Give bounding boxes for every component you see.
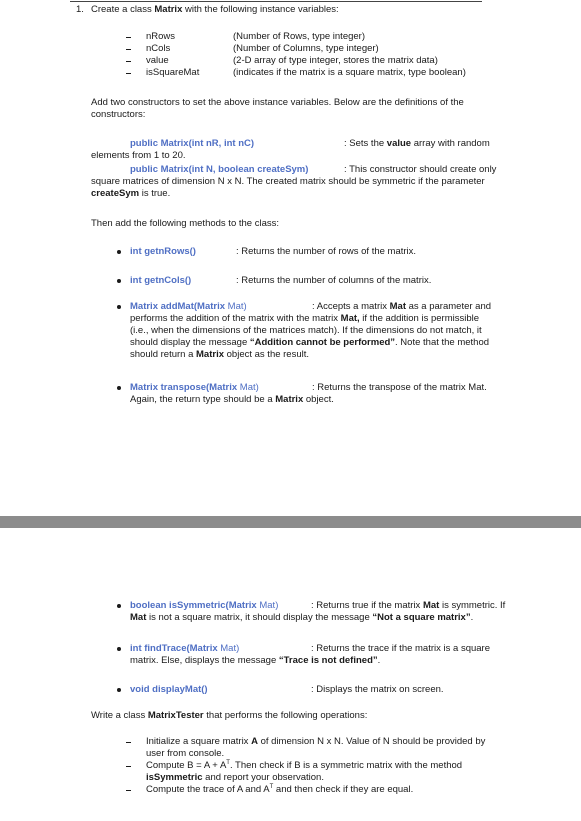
constructors-intro-line2: constructors:: [91, 109, 146, 120]
dash-marker: [126, 73, 131, 74]
dash-marker: [126, 742, 131, 743]
bullet-marker: [117, 250, 121, 254]
variable-desc: (Number of Rows, type integer): [233, 31, 365, 42]
constructor2-signature: public Matrix(int N, boolean createSym): [130, 164, 309, 175]
method-transpose-desc-line1: : Returns the transpose of the matrix Mat.: [312, 382, 487, 393]
constructor2-line3: createSym is true.: [91, 188, 171, 199]
constructor2-desc: : This constructor should create only: [344, 164, 497, 175]
tester-op1-line1: Initialize a square matrix A of dimension N x N. Value of N should be provided by: [146, 736, 486, 747]
method-findtrace-desc-line2: matrix. Else, displays the message “Trace is not defined”.: [130, 655, 381, 666]
document-page-2: [0, 528, 581, 821]
method-findtrace-signature: int findTrace(Matrix Mat): [130, 643, 240, 654]
dash-marker: [126, 790, 131, 791]
constructor1-desc: : Sets the value array with random: [344, 138, 490, 149]
item-number: 1.: [76, 4, 84, 15]
method-addmat-desc-line3: (i.e., when the dimensions of the matrices match). If the dimensions do not match, it: [130, 325, 482, 336]
tester-op2-line1: Compute $B = A + A^T$. Then check if B is a symmetric matrix with the method: [146, 759, 463, 771]
tester-op3: Compute the trace of A and $A^T$ and then check if they are equal.: [146, 783, 414, 795]
variable-desc: (indicates if the matrix is a square matrix, type boolean): [233, 67, 466, 78]
variable-name: value: [146, 55, 169, 66]
bullet-marker: [117, 386, 121, 390]
variable-name: isSquareMat: [146, 67, 200, 78]
methods-intro: Then add the following methods to the class:: [91, 218, 280, 229]
bullet-marker: [117, 647, 121, 651]
method-getnrows-desc: : Returns the number of rows of the matrix.: [236, 246, 417, 257]
tester-op1-line2: user from console.: [146, 748, 225, 759]
top-rule: [70, 1, 482, 2]
method-displaymat-signature: void displayMat(): [130, 684, 208, 695]
method-addmat-desc-line2: performs the addition of the matrix with the matrix Mat, if the addition is permissible: [130, 313, 480, 324]
bullet-marker: [117, 279, 121, 283]
constructor1-line2: elements from 1 to 20.: [91, 150, 186, 161]
variable-desc: (2-D array of type integer, stores the matrix data): [233, 55, 438, 66]
tester-op2-line2: isSymmetric and report your observation.: [146, 772, 324, 783]
method-transpose-signature: Matrix transpose(Matrix Mat): [130, 382, 259, 393]
variable-name: nRows: [146, 31, 176, 42]
method-addmat-desc-line5: should return a Matrix object as the result.: [130, 349, 310, 360]
method-issymmetric-desc-line1: : Returns true if the matrix Mat is symmetric. If: [311, 600, 506, 611]
constructor1-signature: public Matrix(int nR, int nC): [130, 138, 255, 149]
constructors-intro-line1: Add two constructors to set the above instance variables. Below are the definitions of the: [91, 97, 464, 108]
method-issymmetric-desc-line2: Mat is not a square matrix, it should display the message “Not a square matrix”.: [130, 612, 474, 623]
method-findtrace-desc-line1: : Returns the trace if the matrix is a square: [311, 643, 490, 654]
dash-marker: [126, 61, 131, 62]
method-displaymat-desc: : Displays the matrix on screen.: [311, 684, 444, 695]
bullet-marker: [117, 604, 121, 608]
method-getncols-desc: : Returns the number of columns of the matrix.: [236, 275, 432, 286]
method-getnrows-signature: int getnRows(): [130, 246, 196, 257]
variable-desc: (Number of Columns, type integer): [233, 43, 379, 54]
page-break: [0, 516, 581, 528]
bullet-marker: [117, 688, 121, 692]
method-addmat-desc-line4: should display the message “Addition cannot be performed”. Note that the method: [130, 337, 490, 348]
method-transpose-desc-line2: Again, the return type should be a Matrix object.: [130, 394, 334, 405]
method-issymmetric-signature: boolean isSymmetric(Matrix Mat): [130, 600, 279, 611]
tester-intro: Write a class MatrixTester that performs the following operations:: [91, 710, 368, 721]
variable-name: nCols: [146, 43, 171, 54]
method-addmat-desc-line1: : Accepts a matrix Mat as a parameter and: [312, 301, 492, 312]
intro-line: Create a class Matrix with the following instance variables:: [91, 4, 339, 15]
dash-marker: [126, 37, 131, 38]
dash-marker: [126, 766, 131, 767]
dash-marker: [126, 49, 131, 50]
constructor2-line2: square matrices of dimension N x N. The created matrix should be symmetric if the parameter: [91, 176, 485, 187]
method-getncols-signature: int getnCols(): [130, 275, 192, 286]
bullet-marker: [117, 305, 121, 309]
method-addmat-signature: Matrix addMat(Matrix Mat): [130, 301, 247, 312]
